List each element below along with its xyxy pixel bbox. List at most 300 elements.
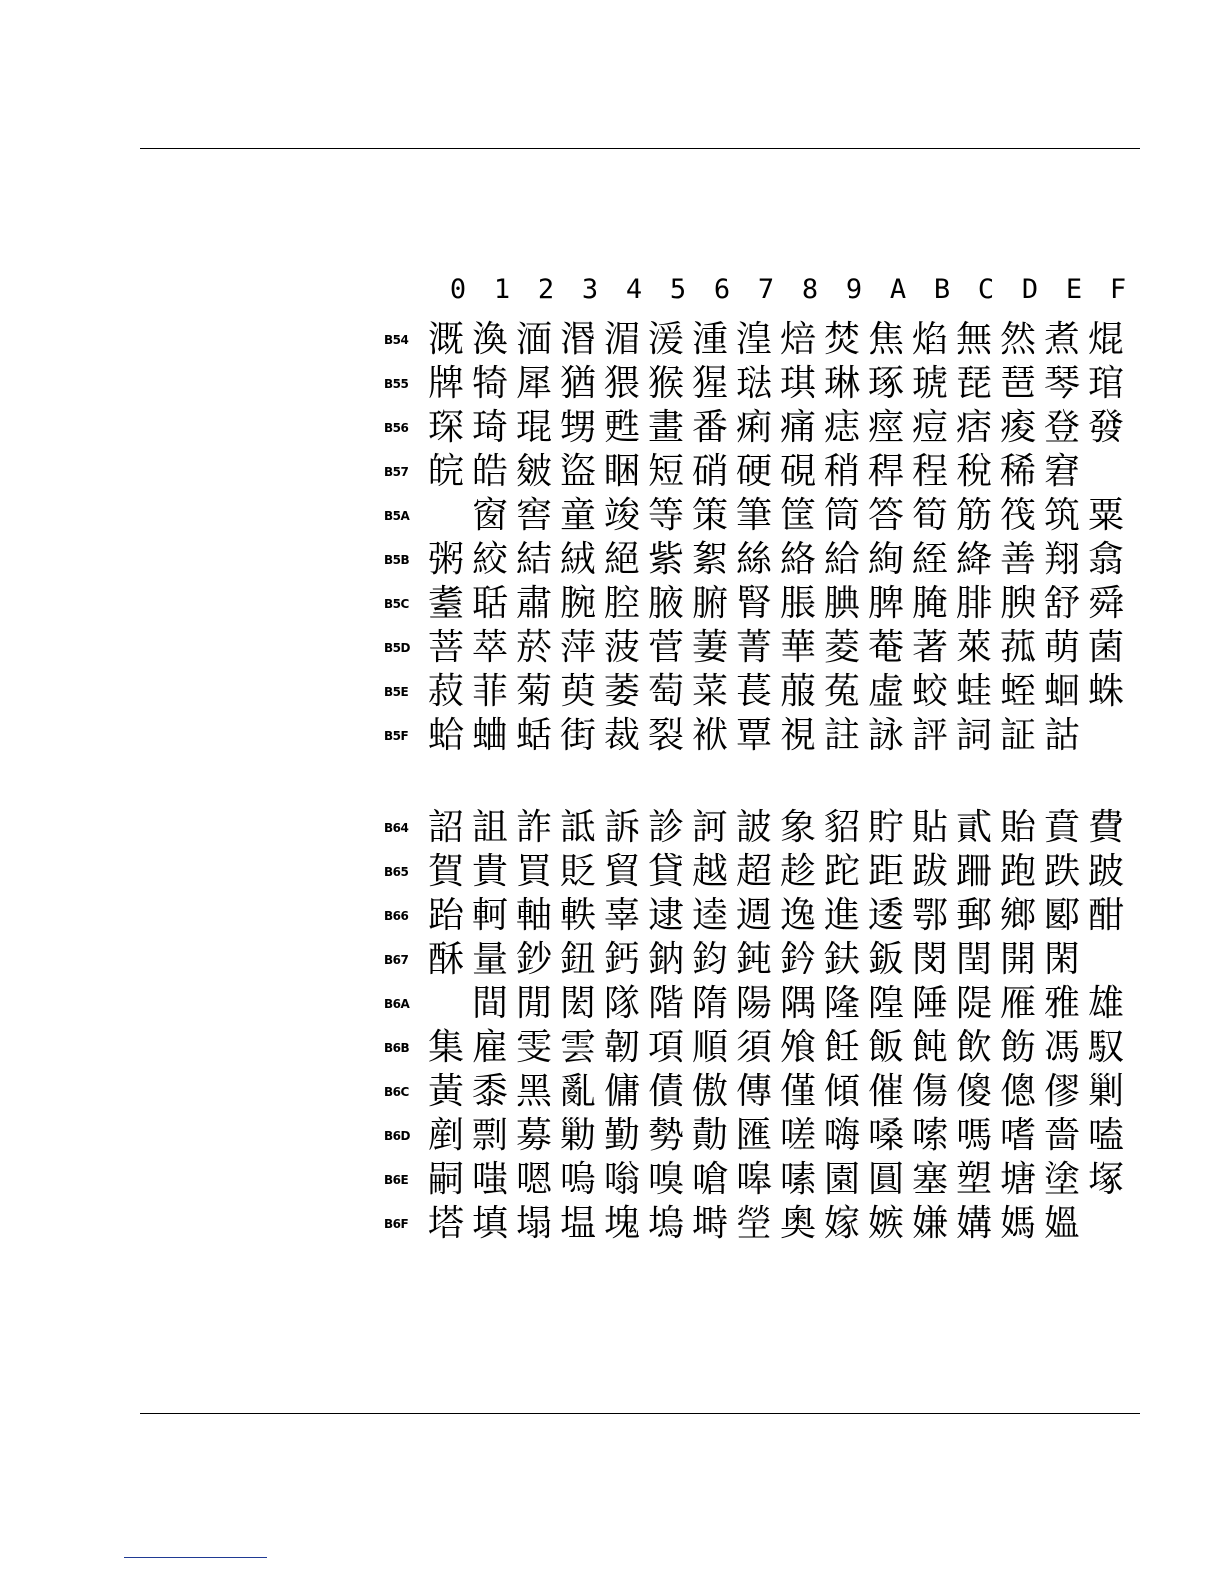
glyph-cell: 剿 [1087,1071,1124,1112]
glyph-cell: 短 [647,451,684,492]
glyph-cell: 絕 [603,539,640,580]
glyph-cell: 覃 [735,715,772,756]
glyph-cell: 詔 [427,807,464,848]
glyph-cell: 痞 [955,407,992,448]
row-cells [424,538,1128,582]
glyph-cell: 媾 [955,1203,992,1244]
glyph-cell: 評 [911,715,948,756]
glyph-cell: 貸 [647,851,684,892]
glyph-cell: 雄 [1087,983,1124,1024]
glyph-cell: 嗉 [779,1159,816,1200]
glyph-cell: 黃 [427,1071,464,1112]
glyph-cell: 跎 [823,851,860,892]
glyph-cell: 菴 [867,627,904,668]
glyph-cell: 琛 [427,407,464,448]
glyph-cell: 僇 [1043,1071,1080,1112]
table-row [384,894,1144,938]
glyph-cell: 雲 [559,1027,596,1068]
glyph-cell: 耋 [427,583,464,624]
glyph-cell: 視 [779,715,816,756]
glyph-cell: 雁 [999,983,1036,1024]
glyph-cell: 筆 [735,495,772,536]
glyph-cell: 貴 [471,851,508,892]
row-code-label: B6B [384,1041,410,1055]
column-header-f: F [1109,274,1127,305]
glyph-cell: 善 [999,539,1036,580]
row-code-label: B5F [384,729,409,743]
glyph-cell: 傻 [955,1071,992,1112]
glyph-cell: 隍 [867,983,904,1024]
column-header-0: 0 [449,274,467,305]
glyph-cell: 琨 [515,407,552,448]
glyph-cell: 軸 [515,895,552,936]
glyph-cell: 腴 [999,583,1036,624]
glyph-cell: 塌 [515,1203,552,1244]
glyph-cell [1084,1202,1128,1246]
glyph-cell: 嗣 [427,1159,464,1200]
glyph-cell: 跚 [955,851,992,892]
glyph-cell: 隊 [603,983,640,1024]
row-code-label: B54 [384,333,409,347]
glyph-cell: 焙 [779,319,816,360]
glyph-cell: 琶 [999,363,1036,404]
glyph-cell: 筒 [823,495,860,536]
glyph-cell: 湣 [559,319,596,360]
row-code-label: B5C [384,597,409,611]
glyph-cell: 塒 [691,1203,728,1244]
glyph-cell: 圓 [867,1159,904,1200]
table-row [384,850,1144,894]
glyph-cell: 逸 [779,895,816,936]
glyph-cell: 菲 [471,671,508,712]
glyph-cell: 鈑 [867,939,904,980]
glyph-cell: 訴 [603,807,640,848]
glyph-cell: 粟 [1087,495,1124,536]
glyph-cell: 辜 [603,895,640,936]
glyph-cell: 勤 [603,1115,640,1156]
table-row [384,626,1144,670]
glyph-cell: 犀 [515,363,552,404]
row-code-label: B66 [384,909,409,923]
glyph-cell: 筍 [911,495,948,536]
glyph-cell: 華 [779,627,816,668]
glyph-cell: 腎 [735,583,772,624]
glyph-cell: 閑 [1043,939,1080,980]
glyph-cell: 窖 [515,495,552,536]
glyph-cell: 鈐 [779,939,816,980]
glyph-cell: 痢 [735,407,772,448]
glyph-cell: 痘 [911,407,948,448]
table-row [384,714,1144,758]
glyph-cell: 皓 [471,451,508,492]
glyph-cell: 媽 [999,1203,1036,1244]
glyph-cell: 絮 [691,539,728,580]
glyph-cell: 隆 [823,983,860,1024]
glyph-cell: 硯 [779,451,816,492]
glyph-cell: 塞 [911,1159,948,1200]
glyph-cell: 絲 [735,539,772,580]
glyph-cell: 閏 [955,939,992,980]
glyph-cell: 貽 [999,807,1036,848]
glyph-cell: 琺 [735,363,772,404]
table-row [384,1202,1144,1246]
glyph-cell: 超 [735,851,772,892]
glyph-cell: 無 [955,319,992,360]
glyph-cell: 註 [823,715,860,756]
glyph-cell: 渙 [471,319,508,360]
glyph-cell: 蛛 [1087,671,1124,712]
glyph-cell: 勣 [691,1115,728,1156]
glyph-cell: 塭 [559,1203,596,1244]
column-header-9: 9 [845,274,863,305]
row-cells [424,1070,1128,1114]
glyph-cell [1084,938,1128,982]
glyph-cell: 萇 [735,671,772,712]
glyph-cell [1084,714,1128,758]
glyph-cell: 鄂 [911,895,948,936]
glyph-cell: 跆 [427,895,464,936]
glyph-cell: 筑 [1043,495,1080,536]
glyph-cell: 甦 [603,407,640,448]
glyph-cell: 鈞 [691,939,728,980]
glyph-cell: 飯 [867,1027,904,1068]
glyph-cell: 琢 [867,363,904,404]
glyph-cell: 腑 [691,583,728,624]
glyph-cell: 絡 [779,539,816,580]
glyph-cell: 債 [647,1071,684,1112]
glyph-cell: 舒 [1043,583,1080,624]
glyph-cell: 詐 [515,807,552,848]
glyph-cell: 塔 [427,1203,464,1244]
top-rule [140,148,1140,149]
glyph-cell: 湲 [647,319,684,360]
table-row [384,406,1144,450]
table-row [384,982,1144,1026]
glyph-cell: 韌 [603,1027,640,1068]
glyph-cell: 蛤 [427,715,464,756]
glyph-cell: 雅 [1043,983,1080,1024]
glyph-cell: 裁 [603,715,640,756]
glyph-cell: 菠 [603,627,640,668]
glyph-cell: 萊 [955,627,992,668]
glyph-cell: 貿 [603,851,640,892]
glyph-cell: 虛 [867,671,904,712]
glyph-cell: 勢 [647,1115,684,1156]
column-header-a: A [889,274,907,305]
glyph-cell: 閔 [911,939,948,980]
column-header-e: E [1065,274,1083,305]
glyph-cell: 鈣 [603,939,640,980]
glyph-cell: 蛟 [911,671,948,712]
glyph-cell: 貼 [911,807,948,848]
glyph-cell: 猶 [559,363,596,404]
glyph-cell: 菊 [515,671,552,712]
glyph-cell: 著 [911,627,948,668]
glyph-cell: 焰 [911,319,948,360]
column-header-c: C [977,274,995,305]
glyph-cell: 絞 [471,539,508,580]
glyph-cell: 竣 [603,495,640,536]
table-row [384,494,1144,538]
glyph-cell: 萌 [1043,627,1080,668]
column-header-4: 4 [625,274,643,305]
glyph-cell: 皴 [515,451,552,492]
glyph-cell [424,982,468,1026]
glyph-cell: 間 [471,983,508,1024]
glyph-cell: 階 [647,983,684,1024]
glyph-cell: 舜 [1087,583,1124,624]
glyph-cell: 鈔 [515,939,552,980]
glyph-cell: 鈉 [647,939,684,980]
glyph-cell: 萍 [559,627,596,668]
glyph-cell: 馮 [1043,1027,1080,1068]
column-header-1: 1 [493,274,511,305]
glyph-cell: 菅 [647,627,684,668]
glyph-cell: 程 [911,451,948,492]
row-cells [424,982,1128,1026]
glyph-cell: 跑 [999,851,1036,892]
glyph-cell: 登 [1043,407,1080,448]
row-code-label: B5A [384,509,410,523]
glyph-cell: 塑 [955,1159,992,1200]
row-cells [424,626,1128,670]
glyph-cell: 結 [515,539,552,580]
glyph-cell: 賀 [427,851,464,892]
glyph-cell: 嗜 [999,1115,1036,1156]
glyph-cell: 脹 [779,583,816,624]
glyph-cell: 飲 [955,1027,992,1068]
glyph-cell: 琪 [779,363,816,404]
glyph-cell: 鈍 [735,939,772,980]
glyph-cell: 集 [427,1027,464,1068]
glyph-cell: 皖 [427,451,464,492]
glyph-cell: 隅 [779,983,816,1024]
glyph-cell: 蛞 [515,715,552,756]
glyph-cell: 跌 [1043,851,1080,892]
glyph-cell: 塊 [603,1203,640,1244]
glyph-cell: 肅 [515,583,552,624]
glyph-cell: 琵 [955,363,992,404]
row-cells [424,850,1128,894]
glyph-cell: 菱 [823,627,860,668]
glyph-cell: 逵 [691,895,728,936]
glyph-cell: 痣 [823,407,860,448]
glyph-cell: 畫 [647,407,684,448]
row-code-label: B5E [384,685,409,699]
glyph-cell: 筋 [955,495,992,536]
table-row [384,1026,1144,1070]
glyph-cell: 傭 [603,1071,640,1112]
glyph-cell: 焦 [867,319,904,360]
glyph-cell: 稍 [823,451,860,492]
row-code-label: B64 [384,821,409,835]
glyph-cell: 萃 [471,627,508,668]
row-cells [424,1114,1128,1158]
glyph-cell: 開 [999,939,1036,980]
glyph-cell: 嗤 [471,1159,508,1200]
glyph-cell: 番 [691,407,728,448]
glyph-cell: 稅 [955,451,992,492]
row-cells [424,938,1128,982]
row-code-label: B55 [384,377,409,391]
glyph-cell: 剷 [427,1115,464,1156]
glyph-cell: 痠 [999,407,1036,448]
glyph-cell: 証 [999,715,1036,756]
glyph-cell: 筏 [999,495,1036,536]
glyph-cell: 絳 [955,539,992,580]
glyph-cell: 塋 [735,1203,772,1244]
glyph-cell: 匯 [735,1115,772,1156]
code-table-block-b54 [384,318,1144,758]
glyph-cell: 隋 [691,983,728,1024]
glyph-cell: 袱 [691,715,728,756]
glyph-cell: 猴 [647,363,684,404]
glyph-cell: 雇 [471,1027,508,1068]
glyph-cell: 勦 [559,1115,596,1156]
glyph-cell: 蛐 [471,715,508,756]
table-row [384,1158,1144,1202]
glyph-cell: 飪 [823,1027,860,1068]
glyph-cell: 詞 [955,715,992,756]
glyph-cell: 菽 [427,671,464,712]
glyph-cell: 詖 [735,807,772,848]
glyph-cell: 僅 [779,1071,816,1112]
glyph-cell: 焚 [823,319,860,360]
glyph-cell: 傯 [999,1071,1036,1112]
glyph-cell: 琴 [1043,363,1080,404]
glyph-cell: 須 [735,1027,772,1068]
glyph-cell: 童 [559,495,596,536]
glyph-cell: 湎 [515,319,552,360]
table-row [384,1114,1144,1158]
row-cells [424,582,1128,626]
glyph-cell: 煮 [1043,319,1080,360]
glyph-cell: 費 [1087,807,1124,848]
bottom-rule [140,1413,1140,1414]
column-header-5: 5 [669,274,687,305]
glyph-cell: 順 [691,1027,728,1068]
glyph-cell: 飧 [779,1027,816,1068]
glyph-cell: 媼 [1043,1203,1080,1244]
glyph-cell: 嗆 [691,1159,728,1200]
glyph-cell: 琥 [911,363,948,404]
glyph-cell: 貂 [823,807,860,848]
glyph-cell: 菰 [999,627,1036,668]
glyph-cell: 菁 [735,627,772,668]
glyph-cell: 腆 [823,583,860,624]
glyph-cell: 嫌 [911,1203,948,1244]
glyph-cell: 聒 [471,583,508,624]
glyph-cell: 菟 [823,671,860,712]
row-cells [424,670,1128,714]
glyph-cell: 募 [515,1115,552,1156]
glyph-cell: 睏 [603,451,640,492]
row-code-label: B6F [384,1217,409,1231]
row-code-label: B57 [384,465,409,479]
glyph-cell: 犄 [471,363,508,404]
glyph-cell: 酣 [1087,895,1124,936]
glyph-cell: 翔 [1043,539,1080,580]
glyph-cell: 硬 [735,451,772,492]
glyph-cell: 量 [471,939,508,980]
glyph-cell: 甥 [559,407,596,448]
table-row [384,582,1144,626]
row-cells [424,1026,1128,1070]
glyph-cell: 稀 [999,451,1036,492]
glyph-cell: 窗 [471,495,508,536]
glyph-cell: 絨 [559,539,596,580]
glyph-cell: 猩 [691,363,728,404]
glyph-cell: 嗦 [911,1115,948,1156]
glyph-cell: 詆 [559,807,596,848]
glyph-cell: 發 [1087,407,1124,448]
glyph-cell: 塢 [647,1203,684,1244]
glyph-cell: 項 [647,1027,684,1068]
row-code-label: B67 [384,953,409,967]
row-code-label: B56 [384,421,409,435]
glyph-cell: 菜 [691,671,728,712]
glyph-cell: 蛭 [999,671,1036,712]
glyph-cell: 嗟 [779,1115,816,1156]
glyph-cell: 陽 [735,983,772,1024]
glyph-cell: 跋 [911,851,948,892]
column-header-d: D [1021,274,1039,305]
glyph-cell: 診 [647,807,684,848]
glyph-cell: 硝 [691,451,728,492]
glyph-cell: 紫 [647,539,684,580]
glyph-cell: 腕 [559,583,596,624]
glyph-cell: 牌 [427,363,464,404]
glyph-cell: 賁 [1043,807,1080,848]
glyph-cell: 跛 [1087,851,1124,892]
column-header-7: 7 [757,274,775,305]
glyph-cell: 訶 [691,807,728,848]
glyph-cell: 鈕 [559,939,596,980]
glyph-cell: 裂 [647,715,684,756]
row-code-label: B5D [384,641,410,655]
glyph-cell: 菩 [427,627,464,668]
row-cells [424,1158,1128,1202]
glyph-cell: 黑 [515,1071,552,1112]
glyph-cell: 填 [471,1203,508,1244]
glyph-cell: 塚 [1087,1159,1124,1200]
glyph-cell: 隄 [955,983,992,1024]
glyph-cell: 軻 [471,895,508,936]
glyph-cell: 酥 [427,939,464,980]
glyph-cell: 剽 [471,1115,508,1156]
glyph-cell: 蛙 [955,671,992,712]
glyph-cell: 湄 [603,319,640,360]
glyph-cell: 傷 [911,1071,948,1112]
table-row [384,538,1144,582]
glyph-cell: 雯 [515,1027,552,1068]
glyph-cell: 傾 [823,1071,860,1112]
glyph-cell: 催 [867,1071,904,1112]
glyph-cell: 萸 [559,671,596,712]
glyph-cell: 陲 [911,983,948,1024]
glyph-cell: 軼 [559,895,596,936]
row-cells [424,362,1128,406]
glyph-cell: 塘 [999,1159,1036,1200]
glyph-cell: 嗅 [647,1159,684,1200]
column-header-8: 8 [801,274,819,305]
glyph-cell: 焜 [1087,319,1124,360]
glyph-cell: 詛 [471,807,508,848]
table-row [384,938,1144,982]
table-row [384,318,1144,362]
row-code-label: B6A [384,997,410,1011]
glyph-cell: 脾 [867,583,904,624]
